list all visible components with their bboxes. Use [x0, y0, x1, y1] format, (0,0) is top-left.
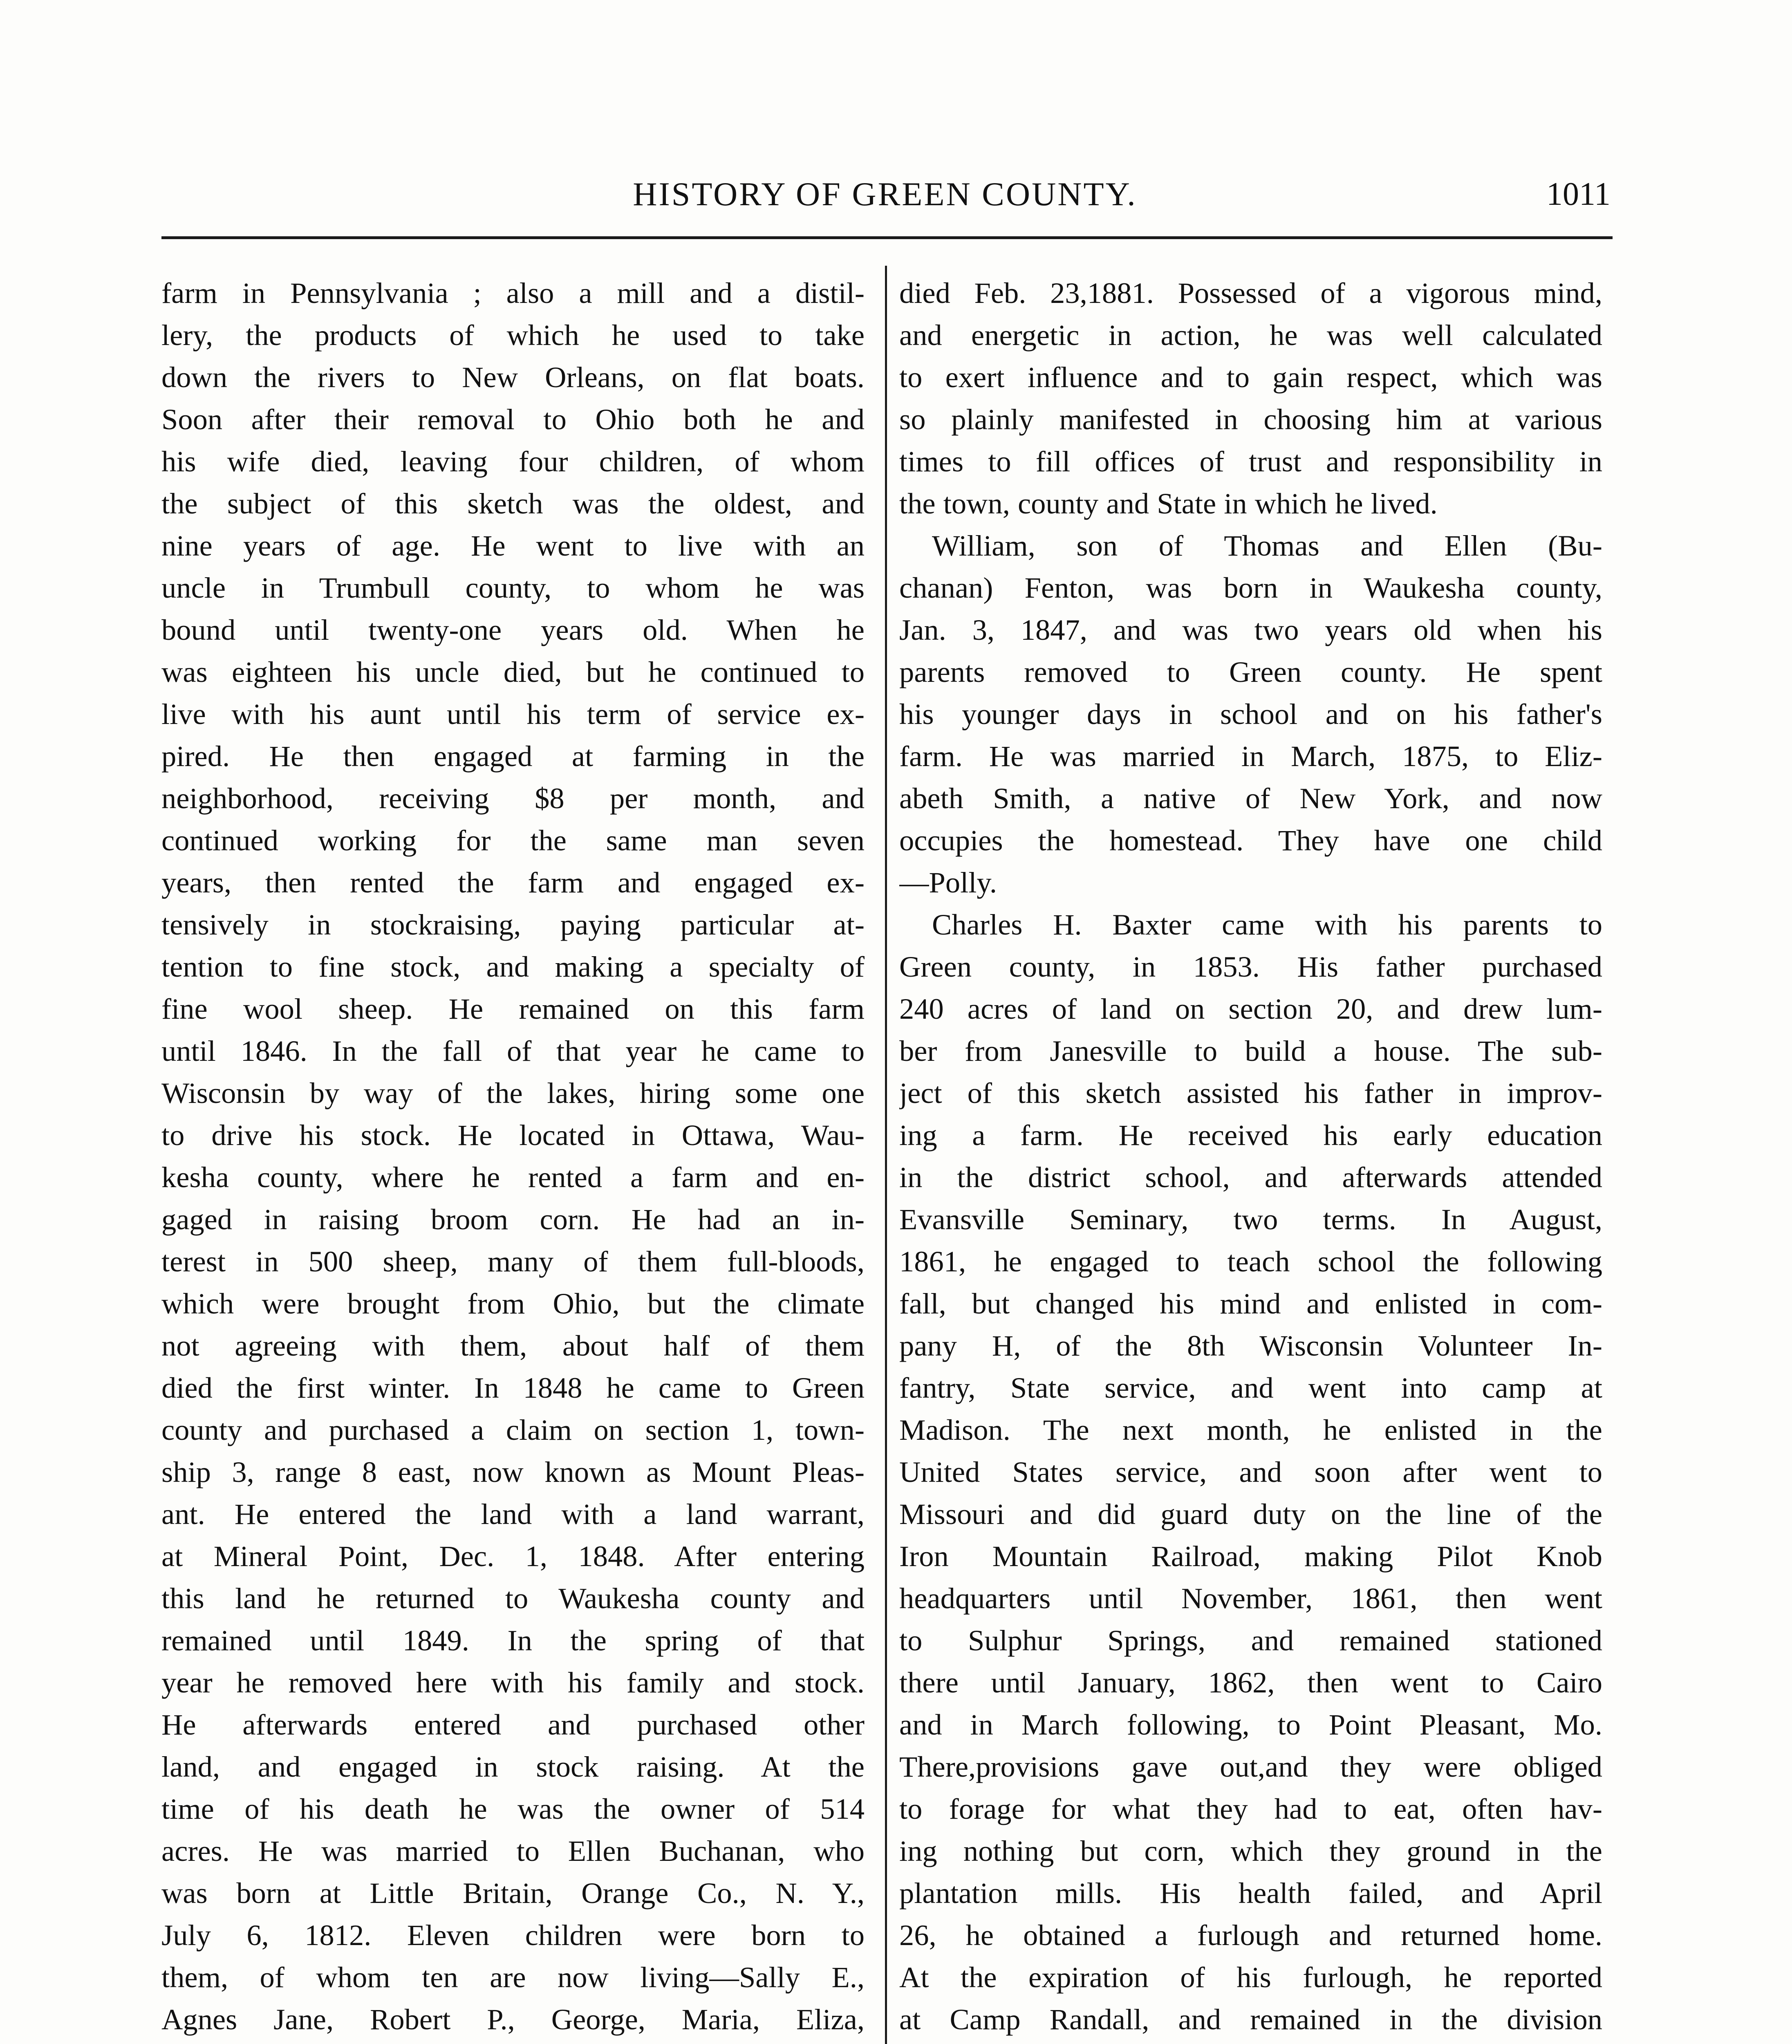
text-line: was eighteen his uncle died, but he continued to	[161, 655, 865, 688]
text-line: continued working for the same man seven	[161, 824, 865, 857]
text-line: his younger days in school and on his father's	[899, 697, 1602, 731]
text-line: live with his aunt until his term of service ex-	[161, 697, 865, 731]
text-line: neighborhood, receiving $8 per month, and	[161, 782, 865, 815]
text-line: Agnes Jane, Robert P., George, Maria, Eliza,	[161, 2003, 865, 2036]
text-line: fine wool sheep. He remained on this farm	[161, 992, 865, 1025]
text-line: —Polly.	[899, 866, 997, 899]
text-line: ing nothing but corn, which they ground in the	[899, 1834, 1602, 1867]
text-line: Madison. The next month, he enlisted in the	[899, 1413, 1602, 1446]
running-title: HISTORY OF GREEN COUNTY.	[633, 175, 1137, 213]
text-line: headquarters until November, 1861, then went	[899, 1582, 1602, 1615]
text-line	[899, 2040, 1602, 2044]
text-line: land, and engaged in stock raising. At the	[161, 1750, 865, 1783]
text-line: parents removed to Green county. He spent	[899, 655, 1602, 688]
text-line: gaged in raising broom corn. He had an in-	[161, 1203, 865, 1236]
text-line: kesha county, where he rented a farm and en-	[161, 1161, 865, 1194]
page-number: 1011	[1546, 176, 1611, 212]
text-line: tensively in stockraising, paying particular at-	[161, 908, 865, 941]
text-line: Soon after their removal to Ohio both he and	[161, 403, 865, 436]
text-line: remained until 1849. In the spring of that	[161, 1624, 865, 1657]
text-line: July 6, 1812. Eleven children were born to	[161, 1918, 865, 1952]
text-line: ber from Janesville to build a house. The sub-	[899, 1034, 1602, 1067]
text-line: Iron Mountain Railroad, making Pilot Knob	[899, 1540, 1602, 1573]
text-line: at Mineral Point, Dec. 1, 1848. After entering	[161, 1540, 865, 1573]
text-line	[161, 2040, 865, 2044]
text-line: farm. He was married in March, 1875, to Eliz-	[899, 740, 1602, 773]
left-column	[161, 272, 865, 2044]
text-line: county and purchased a claim on section 1, town-	[161, 1413, 865, 1446]
text-line: year he removed here with his family and stock.	[161, 1666, 865, 1699]
text-line: pany H, of the 8th Wisconsin Volunteer In-	[899, 1329, 1602, 1362]
text-line: United States service, and soon after went to	[899, 1455, 1602, 1488]
text-line: which were brought from Ohio, but the climate	[161, 1287, 865, 1320]
text-line: fall, but changed his mind and enlisted in com-	[899, 1287, 1602, 1320]
text-line: there until January, 1862, then went to Cairo	[899, 1666, 1602, 1699]
text-line: the subject of this sketch was the oldest, and	[161, 487, 865, 520]
running-head	[159, 172, 1611, 217]
text-line: ship 3, range 8 east, now known as Mount Pleas-	[161, 1455, 865, 1488]
text-line: Missouri and did guard duty on the line of the	[899, 1497, 1602, 1531]
text-line: in the district school, and afterwards attended	[899, 1161, 1602, 1194]
text-line: to drive his stock. He located in Ottawa, Wau-	[161, 1118, 865, 1152]
text-line: years, then rented the farm and engaged ex-	[161, 866, 865, 899]
text-line: 26, he obtained a furlough and returned home.	[899, 1918, 1602, 1952]
text-line: ing a farm. He received his early education	[899, 1118, 1602, 1152]
text-line: abeth Smith, a native of New York, and now	[899, 782, 1602, 815]
text-line: At the expiration of his furlough, he reported	[899, 1961, 1602, 1994]
text-line: and energetic in action, he was well calculated	[899, 318, 1602, 352]
text-line: time of his death he was the owner of 514	[161, 1792, 865, 1825]
text-line: ant. He entered the land with a land warrant,	[161, 1497, 865, 1531]
text-line: his wife died, leaving four children, of whom	[161, 445, 865, 478]
text-line: acres. He was married to Ellen Buchanan, who	[161, 1834, 865, 1867]
text-line: was born at Little Britain, Orange Co., N. Y.,	[161, 1876, 865, 1910]
text-line: uncle in Trumbull county, to whom he was	[161, 571, 865, 604]
text-line: and in March following, to Point Pleasant, Mo.	[899, 1708, 1602, 1741]
text-line: farm in Pennsylvania ; also a mill and a distil-	[161, 276, 865, 309]
text-line: at Camp Randall, and remained in the division	[899, 2003, 1602, 2036]
text-line: the town, county and State in which he lived.	[899, 487, 1438, 520]
text-line: nine years of age. He went to live with an	[161, 529, 865, 562]
text-line: died Feb. 23,1881. Possessed of a vigorous mind,	[899, 276, 1602, 309]
text-line: terest in 500 sheep, many of them full-bloods,	[161, 1245, 865, 1278]
text-line: bound until twenty-one years old. When he	[161, 613, 865, 646]
text-line: pired. He then engaged at farming in the	[161, 740, 865, 773]
text-line: plantation mills. His health failed, and April	[899, 1876, 1602, 1910]
text-line: this land he returned to Waukesha county and	[161, 1582, 865, 1615]
text-line: tention to fine stock, and making a specialty of	[161, 950, 865, 983]
text-line: times to fill offices of trust and responsibility in	[899, 445, 1602, 478]
text-line: 1861, he engaged to teach school the following	[899, 1245, 1602, 1278]
text-line: Jan. 3, 1847, and was two years old when his	[899, 613, 1602, 646]
text-line: occupies the homestead. They have one child	[899, 824, 1602, 857]
text-line: lery, the products of which he used to take	[161, 318, 865, 352]
text-line: died the first winter. In 1848 he came to Green	[161, 1371, 865, 1404]
text-line: Evansville Seminary, two terms. In August,	[899, 1203, 1602, 1236]
text-line: them, of whom ten are now living—Sally E.,	[161, 1961, 865, 1994]
right-column	[899, 272, 1602, 2044]
column-divider	[885, 266, 887, 2044]
text-line: so plainly manifested in choosing him at various	[899, 403, 1602, 436]
text-line: not agreeing with them, about half of them	[161, 1329, 865, 1362]
text-line: fantry, State service, and went into camp at	[899, 1371, 1602, 1404]
text-line: chanan) Fenton, was born in Waukesha county,	[899, 571, 1602, 604]
text-line: Green county, in 1853. His father purchased	[899, 950, 1602, 983]
text-line: down the rivers to New Orleans, on flat boats.	[161, 361, 865, 394]
text-line: ject of this sketch assisted his father in improv-	[899, 1076, 1602, 1109]
text-line: There,provisions gave out,and they were obliged	[899, 1750, 1602, 1783]
text-line: William, son of Thomas and Ellen (Bu-	[932, 529, 1602, 562]
text-line: until 1846. In the fall of that year he came to	[161, 1034, 865, 1067]
text-line: to forage for what they had to eat, often hav-	[899, 1792, 1602, 1825]
text-line: to exert influence and to gain respect, which was	[899, 361, 1602, 394]
header-rule	[161, 236, 1613, 239]
text-line: He afterwards entered and purchased other	[161, 1708, 865, 1741]
text-line: 240 acres of land on section 20, and drew lum-	[899, 992, 1602, 1025]
text-line: Wisconsin by way of the lakes, hiring some one	[161, 1076, 865, 1109]
text-line: Charles H. Baxter came with his parents to	[932, 908, 1602, 941]
text-line: to Sulphur Springs, and remained stationed	[899, 1624, 1602, 1657]
